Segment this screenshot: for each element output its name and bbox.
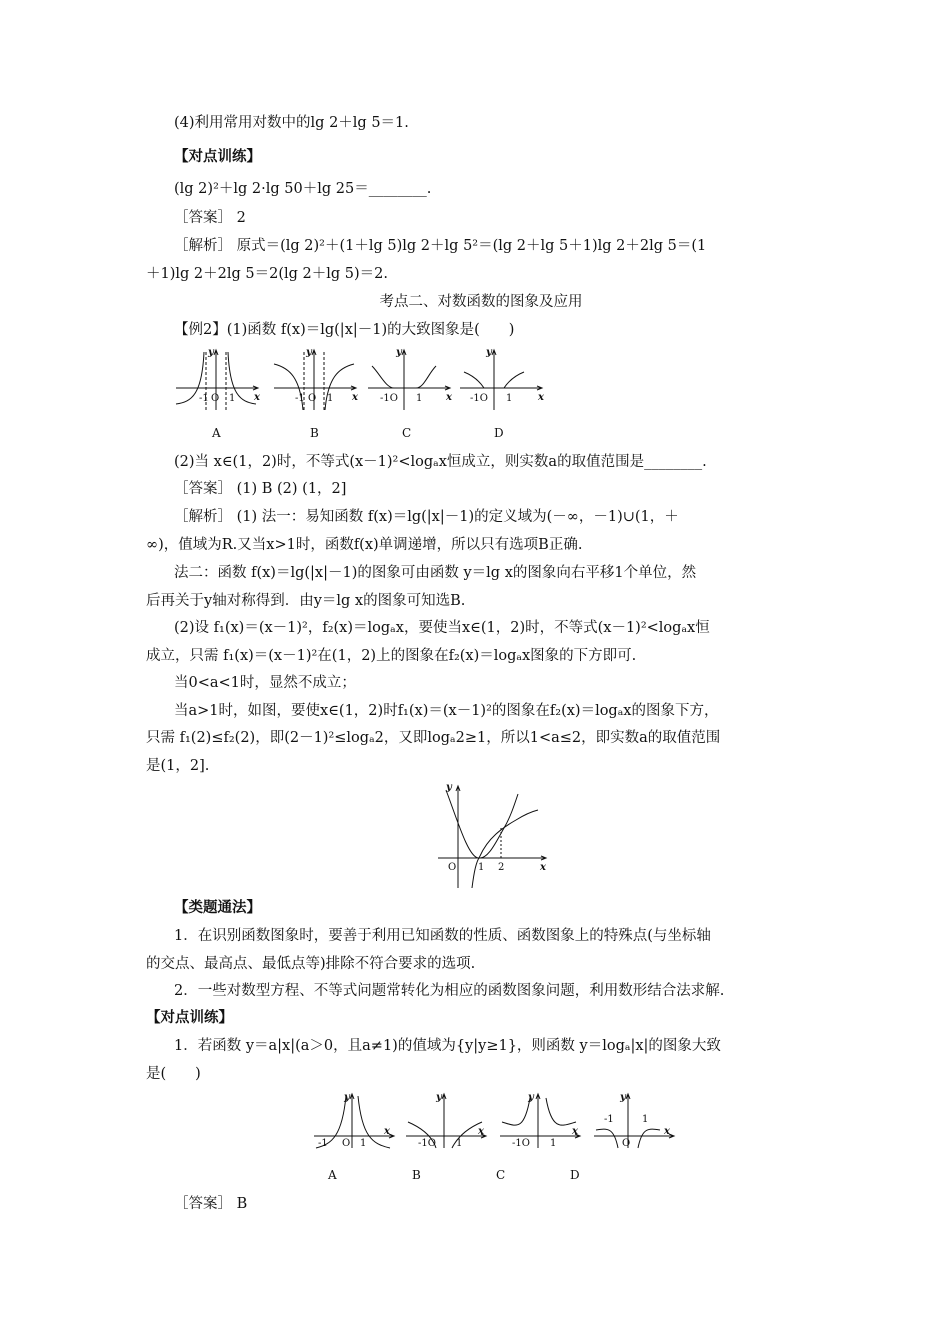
exercise-graph-c [498,1092,582,1150]
option-caption: D [494,426,504,440]
x-axis-label: x [446,392,452,403]
tick-label: 1 [550,1138,557,1149]
graph-option-d [458,346,544,412]
tick-label: -1 [295,393,305,404]
tick-label: -1O [380,393,398,404]
y-axis-label: y [446,782,452,793]
exercise-question: 1．若函数 y＝a|x|(a＞0，且a≠1)的值域为{y|y≥1}，则函数 y＝logₐ|x|的图象大致 [174,1038,721,1054]
section-title: 考点二、对数函数的图象及应用 [379,294,583,310]
option-caption: D [570,1168,580,1182]
solution-graph [432,782,550,890]
text-line: (4)利用常用对数中的lg 2＋lg 5＝1. [174,115,409,131]
tick-label: 1 [229,393,236,404]
option-caption: B [310,426,319,440]
y-axis-label: y [528,1092,534,1103]
x-axis-label: x [254,392,260,403]
solution-line: 是(1，2]. [146,758,210,774]
option-caption: A [212,426,221,440]
tick-label: -1 [318,1138,328,1149]
solution-line: ［解析］ 原式＝(lg 2)²＋(1＋lg 5)lg 2＋lg 5²＝(lg 2＋lg 5＋1)lg 2＋2lg 5＝(1 [174,238,707,254]
tick-label: 1 [456,1138,463,1149]
graph-option-a [174,346,260,412]
y-axis-label: y [396,347,402,358]
option-caption: B [412,1168,421,1182]
answer-line: ［答案］ 2 [174,210,246,226]
option-caption: C [402,426,412,440]
tick-label: 1 [642,1114,649,1125]
tick-label: 2 [498,862,505,873]
x-axis-label: x [352,392,358,403]
y-axis-label: y [344,1092,350,1103]
option-caption: C [496,1168,506,1182]
y-axis-label: y [436,1092,442,1103]
exercise-graph-d [592,1092,676,1150]
y-axis-label: y [208,347,214,358]
solution-line: 成立，只需 f₁(x)＝(x－1)²在(1，2)上的图象在f₂(x)＝logₐx图象的下方即可. [146,648,637,664]
origin-label: O [211,393,220,404]
exercise-graph-b [404,1092,488,1150]
exercise-graph-a [312,1092,396,1150]
text-line: 的交点、最高点、最低点等)排除不符合要求的选项. [146,956,476,972]
solution-line: ［解析］ (1) 法一：易知函数 f(x)＝lg(|x|－1)的定义域为(－∞，－1)∪(1，＋ [174,509,679,525]
section-heading: 【对点训练】 [146,1009,233,1026]
solution-line: 当a>1时，如图，要使x∈(1，2)时f₁(x)＝(x－1)²的图象在f₂(x)＝logₐx的图象下方， [174,703,719,719]
solution-line: 后再关于y轴对称得到．由y＝lg x的图象可知选B. [146,593,466,609]
graph-option-c [366,346,452,412]
x-axis-label: x [538,392,544,403]
y-axis-label: y [620,1092,626,1103]
x-axis-label: x [540,862,546,873]
tick-label: -1 [604,1114,614,1125]
solution-line: 当0<a<1时，显然不成立； [174,675,356,691]
solution-line: ∞)，值域为R.又当x>1时，函数f(x)单调递增，所以只有选项B正确. [146,537,583,553]
text-line: 2．一些对数型方程、不等式问题常转化为相应的函数图象问题，利用数形结合法求解. [174,983,725,999]
tick-label: 1 [478,862,485,873]
answer-line: ［答案］ (1) B (2) (1，2] [174,481,347,497]
solution-line: 只需 f₁(2)≤f₂(2)，即(2－1)²≤logₐ2，又即logₐ2≥1，所以1<a≤2，即实数a的取值范围 [146,730,721,746]
tick-label: 1 [506,393,513,404]
x-axis-label: x [664,1126,670,1137]
tick-label: 1 [327,393,334,404]
exercise-question: (lg 2)²＋lg 2·lg 50＋lg 25＝________. [174,181,432,197]
option-caption: A [328,1168,337,1182]
example-question: (2)当 x∈(1，2)时，不等式(x－1)²<logₐx恒成立，则实数a的取值范围是________. [174,454,707,470]
section-heading: 【类题通法】 [174,899,261,916]
solution-line: (2)设 f₁(x)＝(x－1)²，f₂(x)＝logₐx，要使当x∈(1，2)时，不等式(x－1)²<logₐx恒 [174,620,710,636]
tick-label: -1O [512,1138,530,1149]
x-axis-label: x [478,1126,484,1137]
tick-label: 1 [360,1138,367,1149]
answer-line: ［答案］ B [174,1196,248,1212]
exercise-question: 是( ) [146,1066,201,1082]
section-heading: 【对点训练】 [174,148,261,165]
origin-label: O [342,1138,351,1149]
tick-label: -1 [199,393,209,404]
tick-label: 1 [416,393,423,404]
origin-label: O [308,393,317,404]
solution-line: 法二：函数 f(x)＝lg(|x|－1)的图象可由函数 y＝lg x的图象向右平移1个单位，然 [174,565,697,581]
x-axis-label: x [384,1126,390,1137]
origin-label: O [622,1138,631,1149]
y-axis-label: y [486,347,492,358]
x-axis-label: x [572,1126,578,1137]
tick-label: -1O [470,393,488,404]
graph-option-b [272,346,358,412]
origin-label: O [448,862,457,873]
y-axis-label: y [306,347,312,358]
example-question: 【例2】(1)函数 f(x)＝lg(|x|－1)的大致图象是( ) [174,322,515,338]
solution-line: ＋1)lg 2＋2lg 5＝2(lg 2＋lg 5)＝2. [146,266,388,282]
tick-label: -1O [418,1138,436,1149]
text-line: 1．在识别函数图象时，要善于利用已知函数的性质、函数图象上的特殊点(与坐标轴 [174,928,711,944]
